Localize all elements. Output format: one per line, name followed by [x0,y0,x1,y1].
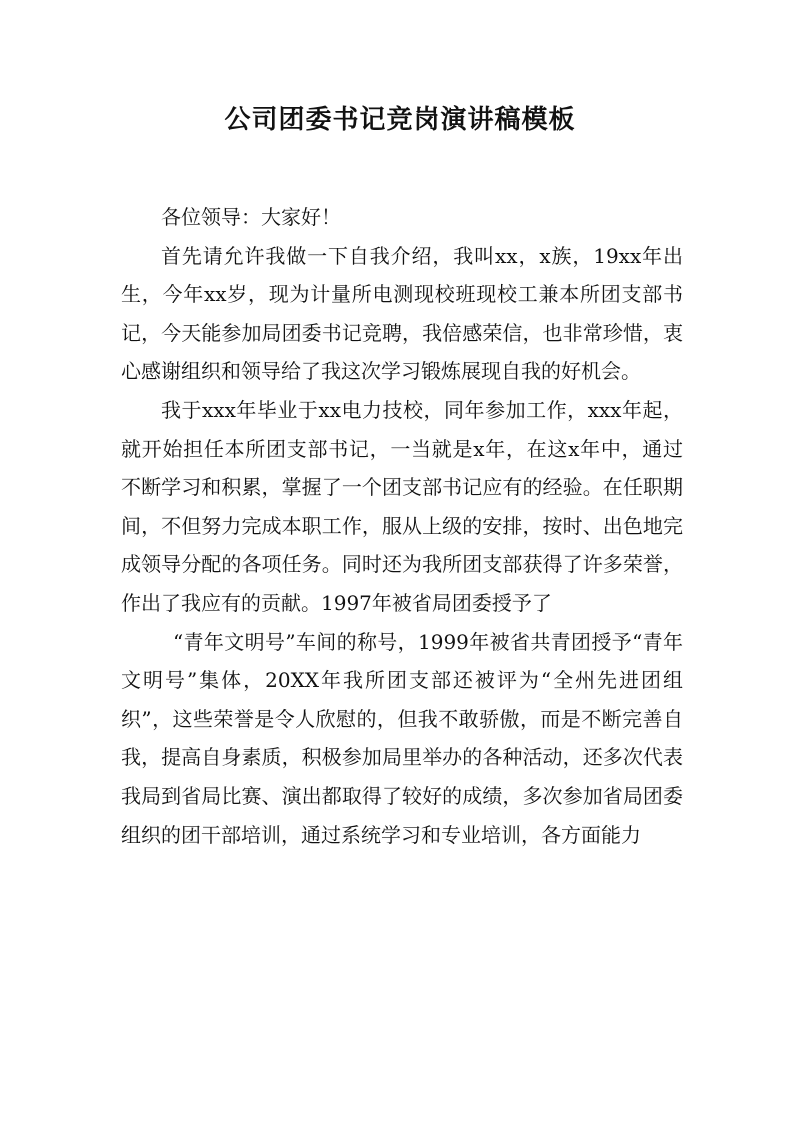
document-body [121,198,683,854]
greeting-paragraph: 各位领导：大家好！ [161,205,341,229]
experience-paragraph: 我于xxx年毕业于xx电力技校，同年参加工作，xxx年起，就开始担任本所团支部书记，一当就是x年，在这x年中，通过不断学习和积累，掌握了一个团支部书记应有的经验。在任职期间，不但努力完成本职工作，服从上级的安排，按时、出色地完成领导分配的各项任务。同时还为我所团支部获得了许多荣誉，作出了我应有的贡献。1997年被省局团委授予了 [121,397,683,615]
document-title: 公司团委书记竞岗演讲稿模板 [224,105,576,135]
honors-paragraph: “青年文明号”车间的称号，1999年被省共青团授予“青年文明号”集体，20XX年我所团支部还被评为“全州先进团组织”，这些荣誉是令人欣慰的，但我不敢骄傲，而是不断完善自我，提高自身素质，积极参加局里举办的各种活动，还多次代表我局到省局比赛、演出都取得了较好的成绩，多次参加省局团委组织的团干部培训，通过系统学习和专业培训，各方面能力 [121,629,683,847]
introduction-paragraph: 首先请允许我做一下自我介绍，我叫xx，x族，19xx年出生，今年xx岁，现为计量所电测现校班现校工兼本所团支部书记，今天能参加局团委书记竞聘，我倍感荣信，也非常珍惜，衷心感谢组织和领导给了我这次学习锻炼展现自我的好机会。 [121,243,683,384]
